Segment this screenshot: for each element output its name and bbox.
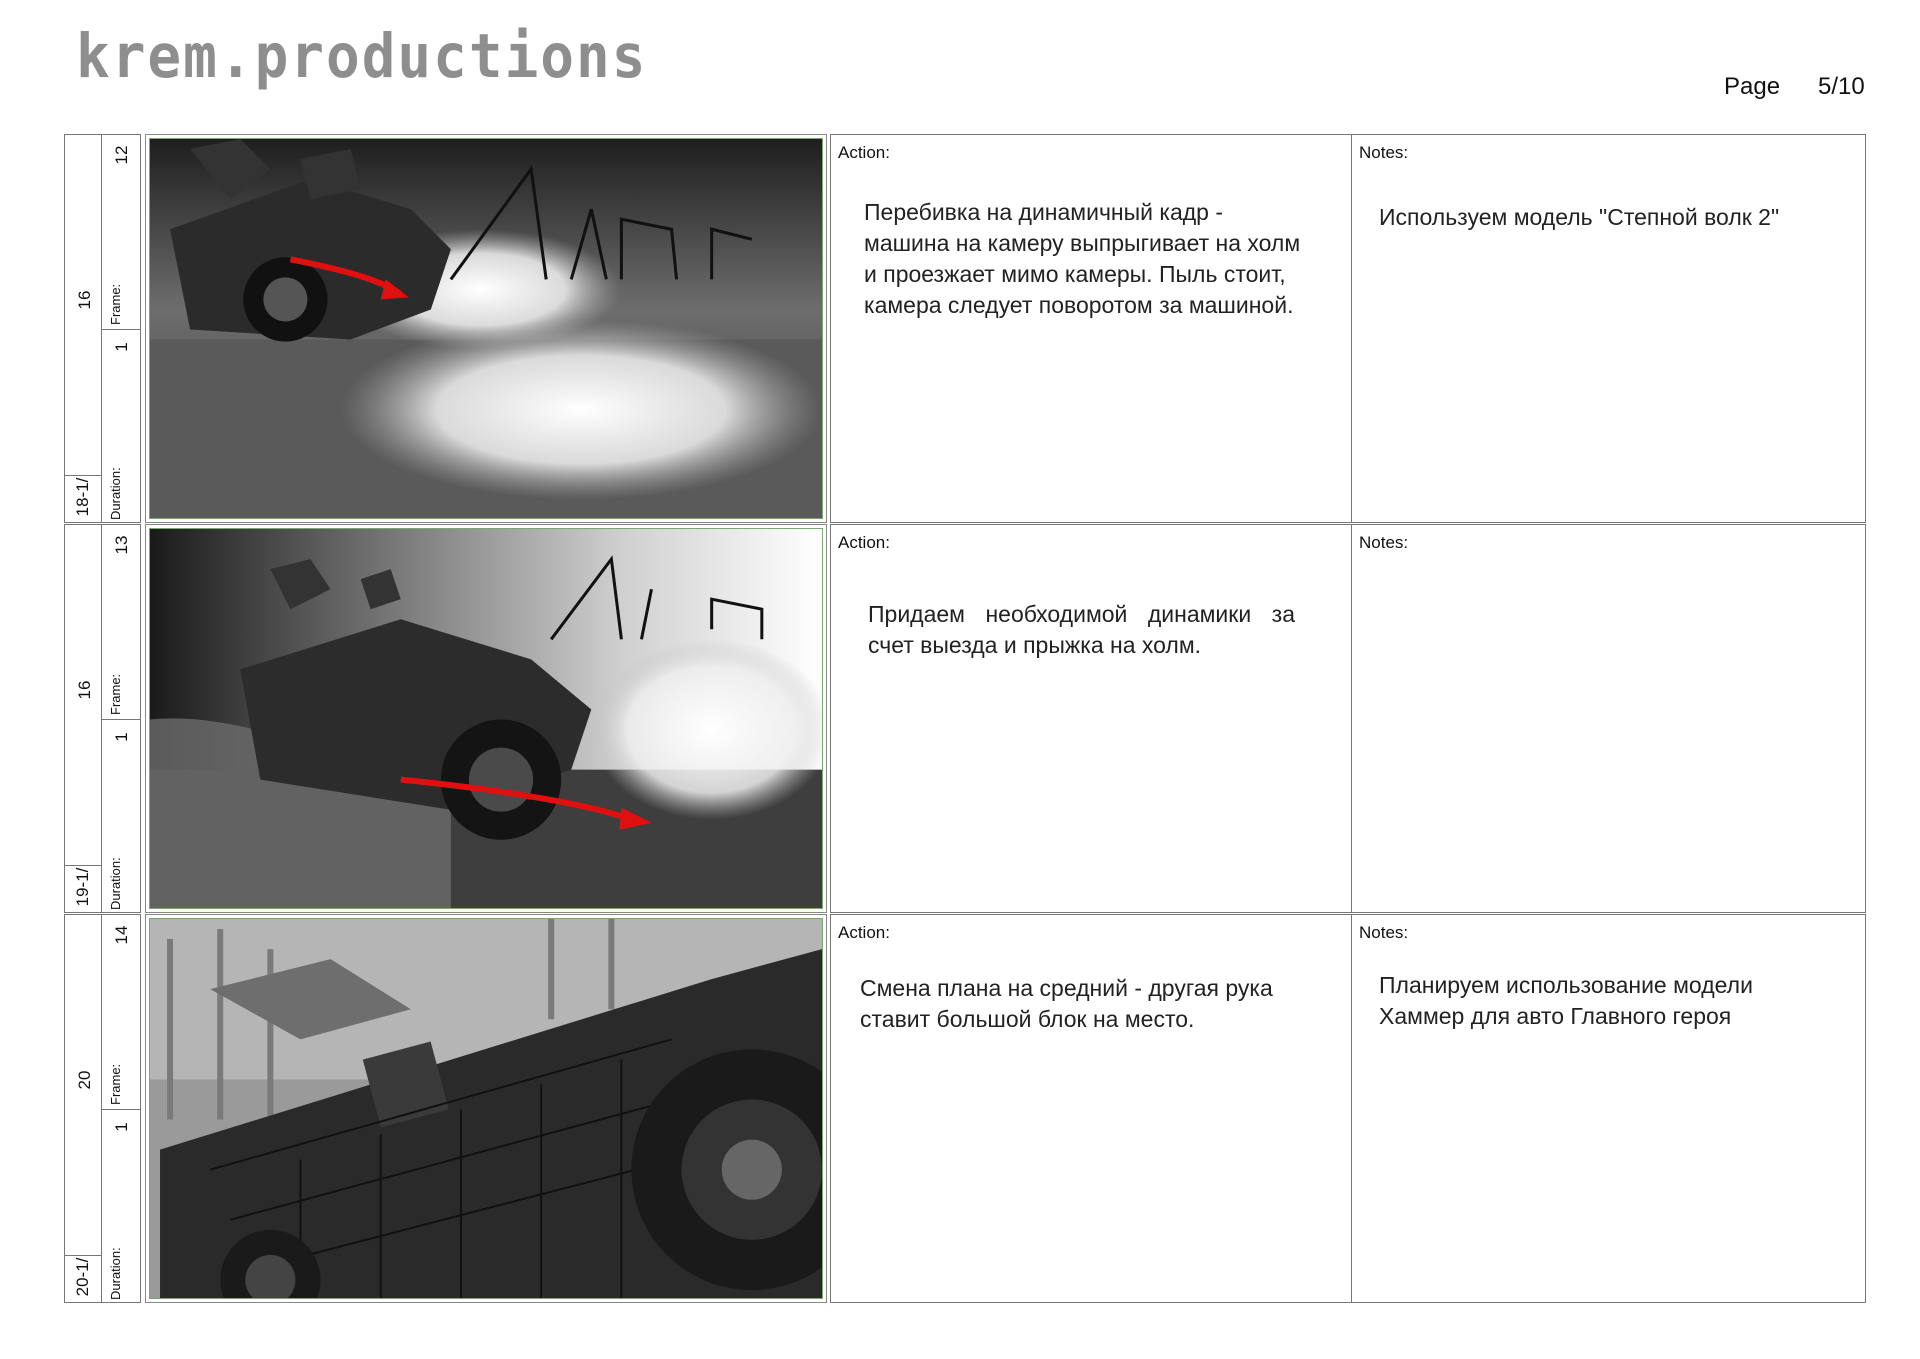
frame-label: Frame: [108, 1063, 123, 1105]
scene-number: 16 [75, 290, 94, 310]
notes-cell [1351, 524, 1866, 913]
page-label: Page [1724, 73, 1781, 100]
notes-label: Notes: [1359, 533, 1409, 552]
action-cell [830, 524, 1352, 913]
scene-number: 20 [75, 1070, 94, 1090]
duration-value: 1 [112, 342, 131, 352]
page-number: 5/10 [1818, 73, 1865, 100]
scene-column [64, 914, 102, 1303]
frame-column [101, 914, 141, 1303]
shot-number: 20-1/ [73, 1257, 92, 1297]
action-cell [830, 914, 1352, 1303]
frame-number: 12 [112, 145, 131, 165]
notes-label: Notes: [1359, 923, 1409, 942]
duration-value: 1 [112, 1122, 131, 1132]
frame-number: 14 [112, 925, 131, 945]
action-text: Придаем необходимой динамики за счет выезда и прыжка на холм. [868, 601, 1295, 658]
notes-label: Notes: [1359, 143, 1409, 162]
duration-label: Duration: [108, 467, 123, 520]
shot-number: 19-1/ [73, 867, 92, 907]
frame-label: Frame: [108, 283, 123, 325]
storyboard-row-1 [64, 134, 1866, 523]
scene-column [64, 524, 102, 913]
storyboard-row-2 [64, 524, 1866, 913]
action-cell [830, 134, 1352, 523]
notes-cell [1351, 134, 1866, 523]
scene-number: 16 [75, 680, 94, 700]
storyboard-image [145, 134, 827, 523]
storyboard-image [145, 914, 827, 1303]
notes-text: Планируем использование модели Хаммер для авто Главного героя [1379, 972, 1753, 1029]
frame-column [101, 524, 141, 913]
action-text: Перебивка на динамичный кадр - машина на камеру выпрыгивает на холм и проезжает мимо камеры. Пыль стоит, камера следует поворотом за машиной. [864, 199, 1301, 318]
frame-label: Frame: [108, 673, 123, 715]
frame-number: 13 [112, 535, 131, 555]
shot-number: 18-1/ [73, 477, 92, 517]
action-label: Action: [838, 923, 890, 942]
scene-column [64, 134, 102, 523]
frame-column [101, 134, 141, 523]
action-label: Action: [838, 533, 890, 552]
storyboard-image [145, 524, 827, 913]
storyboard-row-3 [64, 914, 1866, 1303]
notes-cell [1351, 914, 1866, 1303]
duration-label: Duration: [108, 1247, 123, 1300]
action-label: Action: [838, 143, 890, 162]
duration-label: Duration: [108, 857, 123, 910]
duration-value: 1 [112, 732, 131, 742]
action-text: Смена плана на средний - другая рука ставит большой блок на место. [860, 975, 1273, 1032]
studio-logo: krem.productions [76, 22, 648, 93]
notes-text: Используем модель "Степной волк 2" [1379, 204, 1780, 230]
